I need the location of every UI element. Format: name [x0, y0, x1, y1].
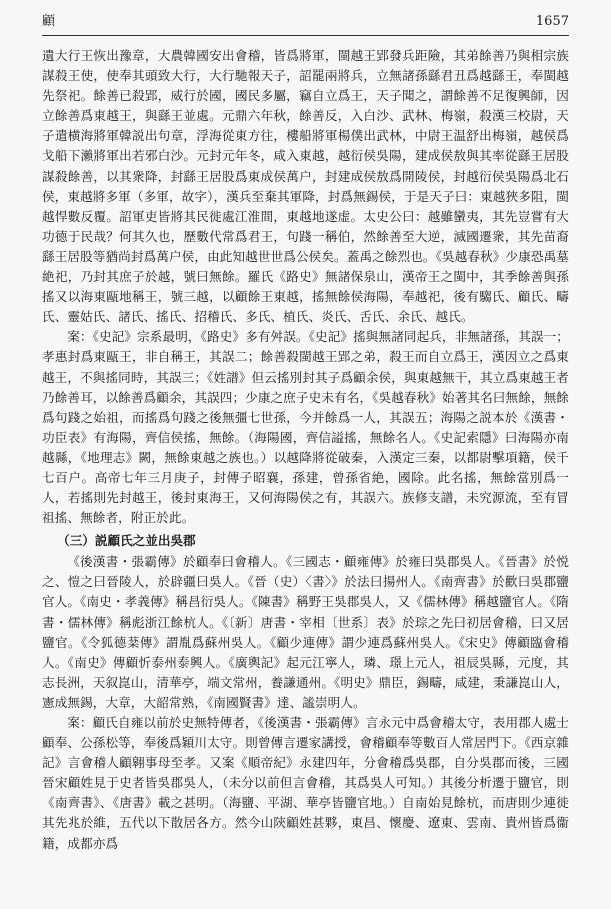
body-paragraph-3: 《後漢書・張霸傳》於顧奉曰會稽人。《三國志・顧雍傳》於雍曰吳郡吳人。《晉書》於悦之、愷之曰晉陵人，於辟疆曰吳人。《晉（史）〈書〉》於法曰揚州人。《南齊書》於歡曰吳郡鹽官人。《南史・孝義傳》稱昌衍吳人。《陳書》稱野王吳郡吳人，又《儒林傳》稱越鹽官人。《隋書・儒林傳》稱彪浙江餘杭人。《〔新〕唐書・宰相〔世系〕表》於琮之先曰初居會稽，曰又居鹽官。《令狐德棻傳》謂胤爲蘇州吳人。《顧少連傳》謂少連爲蘇州吳人。《宋史》傳顧臨會稽人。《南史》傳顧忻泰州泰興人。《廣輿記》起元江寧人，璘、璟上元人，祖辰吳縣，元度，其志長洲，天叙崑山，清華亭，端文常州，養謙通州。《明史》鼎臣，錫疇，咸建，秉謙崑山人，憲成無錫，大章，大韶常熟，《南國賢書》達、謐崇明人。: [42, 554, 569, 710]
header-title: 顧: [42, 14, 58, 29]
body-paragraph-1: 遺大行王恢出豫章，大農韓國安出會稽，皆爲將軍，閩越王郢發兵距險，其弟餘善乃與相宗族謀殺王使，使奉其頭致大行，大行馳報天子，詔罷兩將兵，立無諸孫繇君丑爲越繇王，奉閩越先祭祀。餘善已殺郢，威行於國，國民多屬，竊自立爲王，天子聞之，謂餘善不足復興師，因立餘善爲東越王，與繇王並處。元鼎六年秋，餘善反，入白沙、武林、梅嶺，殺漢三校尉，天子遣横海將軍韓説出句章，浮海從東方往，樓船將軍楊僕出武林，中尉王温舒出梅嶺，越侯爲戈船下瀨將軍出若邪白沙。元封元年冬，咸入東越，越衍侯吳陽，建成侯敖與其率從繇王居股謀殺餘善，以其衆降，封繇王居股爲東成侯萬户，封建成侯敖爲開陵侯，封越衍侯吳陽爲北石侯，東越將多軍（多軍，故字），漢兵至棄其軍降，封爲無錫侯，于是天子曰：東越狹多阻，閩越悍數反覆。詔軍吏皆將其民徙處江淮間，東越地遂虚。太史公曰：越雖蠻夷，其先豈嘗有大功德于民哉？何其久也，歷數代常爲君王，句踐一稱伯，然餘善至大逆，滅國遷衆，其先苗裔繇王居股等猶尚封爲萬户侯，由此知越世世爲公侯矣。蓋禹之餘烈也。《吳越春秋》少康恐禹墓絶祀，乃封其庶子於越，號曰無餘。羅氏《路史》無諸保泉山，漢帝王之閩中，其季餘善與孫搖又以海東甌地稱王，號三越，以顧餘王東越，搖無餘侯海陽，奉越祀，後有騶氏、顧氏、疇氏、靈姑氏、諸氏、搖氏、招稽氏、多氏、植氏、炎氏、舌氏、余氏、越氏。: [42, 48, 569, 325]
section-heading: （三）説顧氏之並出吳郡: [57, 533, 196, 549]
page-number: 1657: [535, 14, 569, 29]
running-header: [42, 14, 569, 36]
body-paragraph-4: 案：顧氏自雍以前於史無特傳者，《後漢書・張霸傳》言永元中爲會稽太守，表用郡人處士顧奉、公孫松等，奉後爲穎川太守。則曾傳言遷家講授，會稽顧奉等數百人常居門下。《西京雜記》言會稽人顧翱事母至孝。又案《順帝紀》永建四年，分會稽爲吳郡，自分吳郡而後，三國晉宋顧姓見于史者皆吳郡吳人，（未分以前但言會稽，其爲吳人可知。）其後分析遷于鹽官，則《南齊書》、《唐書》載之甚明。（海鹽、平湖、華亭皆鹽官地。）自南始見餘杭，而唐則少連徙其先兆於維，五代以下散居各方。然今山陝顧姓甚夥，東昌、懷慶、遼東、雲南、貴州皆爲衞籍，成都亦爲: [42, 715, 569, 851]
body-paragraph-2: 案：《史記》宗系最明，《路史》多有舛誤。《史記》搖與無諸同起兵，非無諸孫，其誤一；孝惠封爲東甌王，非自稱王，其誤二；餘善殺閩越王郢之弟，殺王而自立爲王，漢因立之爲東越王，不與搖同時，其誤三；《姓譜》但云搖別封其子爲顧余侯，與東越無干，其立爲東越王者乃餘善耳，以餘善爲顧余，其誤四；少康之庶子史未有名，《吳越春秋》始著其名曰無餘，無餘爲句踐之始祖，而搖爲句踐之後無彊七世孫，今并餘爲一人，其誤五；海陽之説本於《漢書・功臣表》有海陽，齊信侯搖，無餘。（海陽國，齊信謚搖，無餘名人。《史記索隱》曰海陽亦南越縣，《地理志》闕，無餘東越之族也。）以越降將從破秦，入漢定三秦，以都尉擊項籍，侯千七百户。高帝七年三月庚子，封傳子昭襄，孫建，曾孫省絶，國除。此名搖，無餘當別爲一人，若搖則先封越王，後封東海王，又何海陽侯之有，其誤六。族修支譜，未究源流，至有冒祖搖、無餘者，附正於此。: [42, 329, 569, 526]
page-body: [42, 46, 569, 854]
